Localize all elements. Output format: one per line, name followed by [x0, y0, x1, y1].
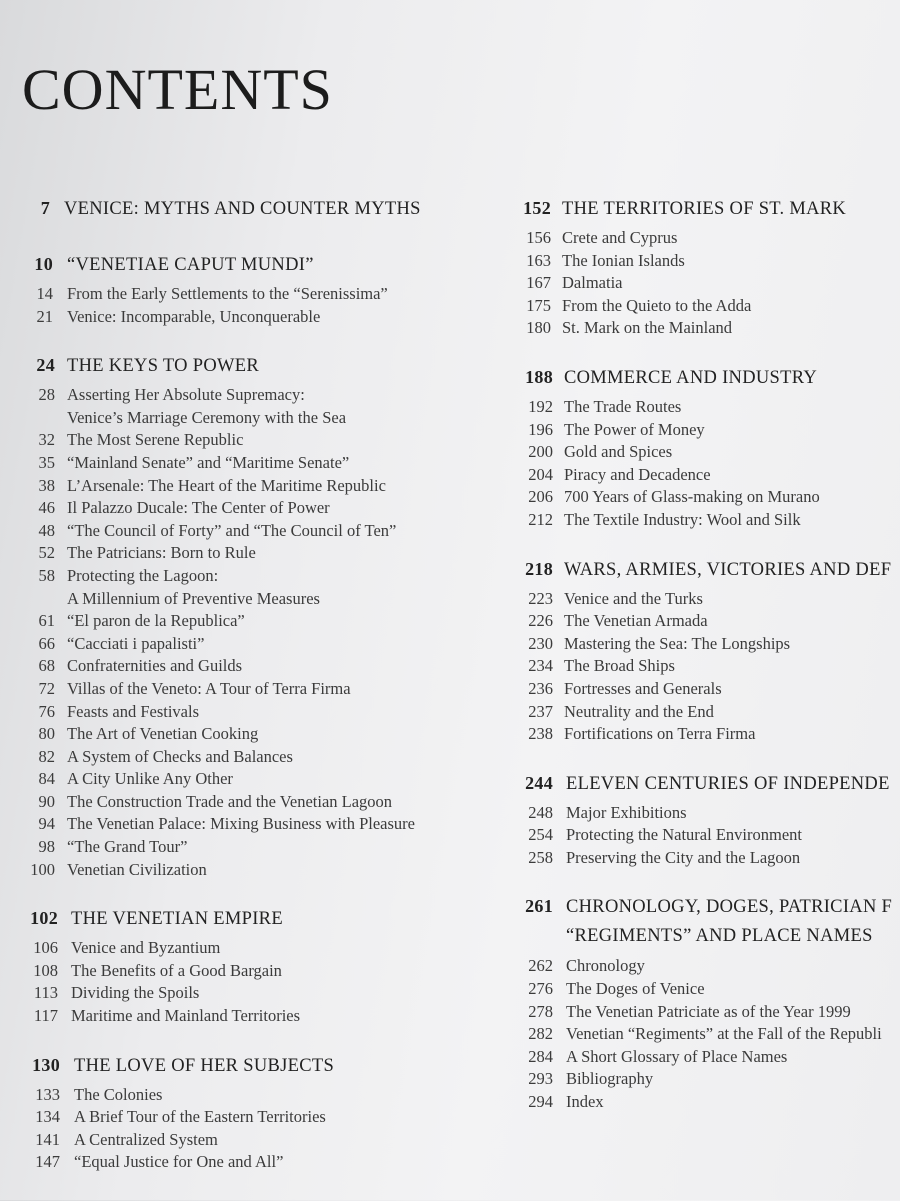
- entry-page-number: 212: [528, 509, 553, 529]
- entry-page-number: 52: [38, 543, 55, 563]
- entry-page-number: 90: [38, 791, 55, 811]
- toc-entry: [0, 521, 490, 544]
- entry-title: Preserving the City and the Lagoon: [566, 847, 801, 867]
- entry-page-number: 258: [528, 847, 553, 867]
- entry-title: L’Arsenale: The Heart of the Maritime Republic: [67, 475, 386, 495]
- entry-title: The Power of Money: [564, 419, 705, 439]
- toc-entry: [514, 979, 900, 1002]
- toc-entry: [514, 656, 900, 679]
- entry-title: A Short Glossary of Place Names: [566, 1046, 788, 1066]
- toc-section: [0, 355, 490, 882]
- section-title: ELEVEN CENTURIES OF INDEPENDE: [566, 773, 890, 794]
- entry-page-number: 48: [38, 520, 55, 540]
- entry-page-number: 223: [528, 588, 553, 608]
- toc-entry: [514, 296, 900, 319]
- entry-title: The Textile Industry: Wool and Silk: [564, 509, 801, 529]
- entry-page-number: 206: [528, 487, 553, 507]
- entry-title: 700 Years of Glass-making on Murano: [564, 487, 820, 507]
- entry-title: Venetian Civilization: [67, 859, 207, 879]
- entry-page-number: 100: [30, 859, 55, 879]
- toc-entry: [0, 656, 490, 679]
- entry-page-number: 106: [33, 938, 58, 958]
- entry-page-number: 66: [38, 633, 55, 653]
- toc-entry: [0, 408, 490, 431]
- section-heading: [514, 896, 900, 926]
- entry-title: Gold and Spices: [564, 442, 673, 462]
- toc-entry: [514, 1024, 900, 1047]
- entry-page-number: 254: [528, 825, 553, 845]
- section-title: THE VENETIAN EMPIRE: [71, 909, 283, 930]
- entry-title: From the Early Settlements to the “Serenissima”: [67, 284, 388, 303]
- section-page-number: 10: [34, 254, 53, 274]
- entry-page-number: 94: [38, 814, 55, 834]
- entry-page-number: 282: [528, 1024, 553, 1044]
- entry-title: “El paron de la Republica”: [67, 611, 245, 631]
- entry-title: Mastering the Sea: The Longships: [564, 633, 791, 653]
- entry-title: The Benefits of a Good Bargain: [71, 960, 282, 980]
- toc-entry: [0, 679, 490, 702]
- section-title-line-2: “REGIMENTS” AND PLACE NAMES: [566, 926, 873, 947]
- section-heading: [0, 355, 490, 385]
- entry-page-number: 294: [528, 1092, 553, 1112]
- entry-title: The Most Serene Republic: [67, 430, 244, 450]
- toc-entry: [0, 814, 490, 837]
- section-page-number: 130: [32, 1054, 60, 1075]
- entry-title: The Venetian Patriciate as of the Year 1999: [566, 1001, 851, 1021]
- toc-entry: [514, 420, 900, 443]
- toc-section: [0, 198, 490, 228]
- section-title: THE TERRITORIES OF ST. MARK: [562, 199, 847, 219]
- section-title: WARS, ARMIES, VICTORIES AND DEF: [564, 559, 892, 580]
- entry-page-number: 46: [38, 498, 55, 518]
- toc-left-column: [0, 198, 490, 1201]
- toc-entry: [0, 983, 490, 1006]
- toc-section: [0, 254, 490, 329]
- section-page-number: 7: [40, 198, 50, 218]
- entry-title: The Venetian Palace: Mixing Business with Pleasure: [67, 814, 415, 834]
- entry-page-number: 72: [38, 678, 55, 698]
- toc-right-column: [514, 198, 900, 1141]
- entry-title: From the Quieto to the Adda: [562, 295, 752, 315]
- entry-title: Fortresses and Generals: [564, 678, 722, 698]
- section-heading: [514, 773, 900, 803]
- entry-title: Asserting Her Absolute Supremacy:: [67, 385, 305, 405]
- entry-title: Index: [566, 1092, 604, 1112]
- entry-title: Confraternities and Guilds: [67, 656, 243, 676]
- entry-page-number: 167: [526, 273, 551, 293]
- entry-page-number: 141: [35, 1129, 60, 1149]
- entry-page-number: 61: [38, 611, 55, 631]
- entry-title: Bibliography: [566, 1069, 654, 1089]
- toc-entry: [514, 803, 900, 826]
- toc-entry: [0, 1085, 490, 1108]
- section-title: COMMERCE AND INDUSTRY: [564, 367, 817, 388]
- toc-entry: [514, 825, 900, 848]
- entry-title: Dividing the Spoils: [71, 983, 200, 1003]
- entry-title: A Brief Tour of the Eastern Territories: [74, 1107, 326, 1127]
- toc-entry: [0, 476, 490, 499]
- toc-entry: [0, 385, 490, 408]
- toc-entry: [0, 543, 490, 566]
- toc-entry: [514, 487, 900, 510]
- entry-page-number: 156: [526, 228, 551, 247]
- toc-entry: [514, 1069, 900, 1092]
- entry-title: Protecting the Lagoon:: [67, 565, 219, 585]
- entry-title: The Doges of Venice: [566, 979, 705, 999]
- toc-entry: [0, 724, 490, 747]
- entry-page-number: 14: [36, 284, 53, 303]
- section-heading: [514, 559, 900, 589]
- entry-page-number: 192: [528, 396, 553, 416]
- toc-entry: [514, 956, 900, 979]
- toc-entry: [0, 938, 490, 961]
- toc-entry: [0, 702, 490, 725]
- toc-entry: [514, 442, 900, 465]
- toc-entry: [0, 1107, 490, 1130]
- toc-entry: [514, 1047, 900, 1070]
- entry-page-number: 80: [38, 724, 55, 744]
- section-page-number: 24: [36, 355, 55, 376]
- toc-entry: [514, 634, 900, 657]
- toc-entry: [514, 510, 900, 533]
- entry-title: “Mainland Senate” and “Maritime Senate”: [67, 452, 350, 472]
- toc-entry: [514, 679, 900, 702]
- entry-page-number: 293: [528, 1069, 553, 1089]
- entry-page-number: 32: [38, 430, 55, 450]
- entry-title: Venice and Byzantium: [71, 938, 221, 958]
- toc-section: [514, 896, 900, 1114]
- entry-title: “Cacciati i papalisti”: [67, 633, 205, 653]
- section-heading: [514, 198, 900, 228]
- entry-page-number: 38: [38, 475, 55, 495]
- entry-page-number: 82: [38, 746, 55, 766]
- entry-page-number: 98: [38, 837, 55, 857]
- entry-page-number: 21: [36, 306, 53, 326]
- toc-section: [514, 559, 900, 747]
- toc-entry: [514, 251, 900, 274]
- toc-entry: [0, 611, 490, 634]
- entry-page-number: 204: [528, 464, 553, 484]
- entry-title: Villas of the Veneto: A Tour of Terra Firma: [67, 678, 351, 698]
- entry-title: The Patricians: Born to Rule: [67, 543, 256, 563]
- toc-section: [514, 367, 900, 533]
- entry-page-number: 284: [528, 1046, 553, 1066]
- entry-page-number: 226: [528, 611, 553, 631]
- section-page-number: 188: [525, 366, 553, 387]
- entry-title: Feasts and Festivals: [67, 701, 199, 721]
- toc-entry: [0, 1006, 490, 1029]
- toc-entry: [0, 453, 490, 476]
- entry-title: “Equal Justice for One and All”: [74, 1152, 284, 1172]
- section-page-number: 152: [523, 198, 551, 218]
- entry-title: Crete and Cyprus: [562, 228, 678, 247]
- toc-section: [0, 908, 490, 1028]
- entry-page-number: 134: [35, 1107, 60, 1127]
- toc-entry: [514, 589, 900, 612]
- entry-title: Piracy and Decadence: [564, 464, 711, 484]
- toc-section: [514, 198, 900, 341]
- entry-title: “The Grand Tour”: [67, 837, 188, 857]
- entry-page-number: 68: [38, 656, 55, 676]
- entry-page-number: 175: [526, 295, 551, 315]
- toc-entry: [514, 397, 900, 420]
- section-page-number: 218: [525, 558, 553, 579]
- entry-title: The Construction Trade and the Venetian Lagoon: [67, 791, 393, 811]
- entry-title: The Art of Venetian Cooking: [67, 724, 259, 744]
- entry-page-number: 248: [528, 802, 553, 822]
- entry-title: Venice: Incomparable, Unconquerable: [67, 306, 321, 326]
- section-title: THE KEYS TO POWER: [67, 356, 259, 377]
- entry-title: Dalmatia: [562, 273, 623, 293]
- entry-page-number: 238: [528, 724, 553, 744]
- entry-title: Chronology: [566, 956, 645, 976]
- toc-entry: [0, 1152, 490, 1175]
- toc-entry: [0, 566, 490, 589]
- toc-entry: [514, 1002, 900, 1025]
- entry-title: The Broad Ships: [564, 656, 675, 676]
- toc-entry: [0, 792, 490, 815]
- section-heading-continued: [514, 926, 900, 956]
- entry-title: The Venetian Armada: [564, 611, 708, 631]
- entry-page-number: 58: [38, 565, 55, 585]
- section-heading: [0, 198, 490, 228]
- entry-page-number: 200: [528, 442, 553, 462]
- entry-title: A Centralized System: [74, 1129, 218, 1149]
- entry-page-number: 147: [35, 1152, 60, 1172]
- toc-entry: [0, 634, 490, 657]
- entry-title: St. Mark on the Mainland: [562, 318, 733, 338]
- entry-page-number: 196: [528, 419, 553, 439]
- entry-page-number: 117: [33, 1006, 58, 1026]
- toc-entry: [0, 307, 490, 330]
- toc-entry: [0, 961, 490, 984]
- entry-title: A City Unlike Any Other: [67, 769, 233, 789]
- entry-page-number: 35: [38, 452, 55, 472]
- toc-entry: [514, 848, 900, 871]
- toc-entry: [0, 769, 490, 792]
- entry-page-number: 236: [528, 678, 553, 698]
- toc-entry: [514, 273, 900, 296]
- toc-entry: [0, 747, 490, 770]
- entry-title: The Ionian Islands: [562, 250, 685, 270]
- entry-page-number: 113: [33, 983, 58, 1003]
- toc-entry: [0, 498, 490, 521]
- toc-entry: [0, 430, 490, 453]
- toc-entry: [0, 837, 490, 860]
- entry-title: Il Palazzo Ducale: The Center of Power: [67, 498, 330, 518]
- toc-entry: [514, 1092, 900, 1115]
- section-page-number: 102: [30, 908, 58, 929]
- section-heading: [0, 908, 490, 938]
- entry-page-number: 180: [526, 318, 551, 338]
- entry-title: The Trade Routes: [564, 396, 682, 416]
- entry-title: A Millennium of Preventive Measures: [67, 588, 320, 608]
- section-heading: [0, 1055, 490, 1085]
- entry-title: A System of Checks and Balances: [67, 746, 293, 766]
- entry-page-number: 237: [528, 701, 553, 721]
- toc-entry: [514, 465, 900, 488]
- section-title: CHRONOLOGY, DOGES, PATRICIAN F: [566, 897, 893, 918]
- entry-page-number: 76: [38, 701, 55, 721]
- toc-entry: [514, 318, 900, 341]
- section-heading: [514, 367, 900, 397]
- entry-page-number: 163: [526, 250, 551, 270]
- entry-title: Neutrality and the End: [564, 701, 714, 721]
- entry-page-number: 278: [528, 1001, 553, 1021]
- entry-page-number: 28: [38, 385, 55, 405]
- entry-title: “The Council of Forty” and “The Council of Ten”: [67, 520, 397, 540]
- section-page-number: 261: [525, 896, 553, 917]
- toc-entry: [0, 860, 490, 883]
- section-title: VENICE: MYTHS AND COUNTER MYTHS: [64, 199, 421, 219]
- toc-entry: [0, 1130, 490, 1153]
- toc-entry: [0, 284, 490, 307]
- entry-page-number: 234: [528, 656, 553, 676]
- entry-title: Venice and the Turks: [564, 588, 703, 608]
- entry-page-number: 276: [528, 979, 553, 999]
- entry-title: Protecting the Natural Environment: [566, 825, 802, 845]
- toc-entry: [0, 589, 490, 612]
- toc-entry: [514, 702, 900, 725]
- page-title: CONTENTS: [22, 56, 333, 122]
- entry-page-number: 108: [33, 960, 58, 980]
- toc-section: [514, 773, 900, 871]
- toc-entry: [514, 611, 900, 634]
- entry-title: Venice’s Marriage Ceremony with the Sea: [67, 407, 347, 427]
- entry-title: The Colonies: [74, 1084, 163, 1104]
- toc-entry: [514, 228, 900, 251]
- toc-section: [0, 1055, 490, 1175]
- section-page-number: 244: [525, 772, 553, 793]
- entry-title: Maritime and Mainland Territories: [71, 1006, 301, 1026]
- entry-page-number: 133: [35, 1084, 60, 1104]
- entry-title: Venetian “Regiments” at the Fall of the Republi: [566, 1024, 882, 1044]
- entry-title: Major Exhibitions: [566, 802, 687, 822]
- toc-entry: [514, 724, 900, 747]
- section-title: “VENETIAE CAPUT MUNDI”: [67, 255, 314, 275]
- entry-title: Fortifications on Terra Firma: [564, 724, 756, 744]
- entry-page-number: 262: [528, 956, 553, 976]
- entry-page-number: 84: [38, 769, 55, 789]
- section-heading: [0, 254, 490, 284]
- entry-page-number: 230: [528, 633, 553, 653]
- section-title: THE LOVE OF HER SUBJECTS: [74, 1055, 335, 1076]
